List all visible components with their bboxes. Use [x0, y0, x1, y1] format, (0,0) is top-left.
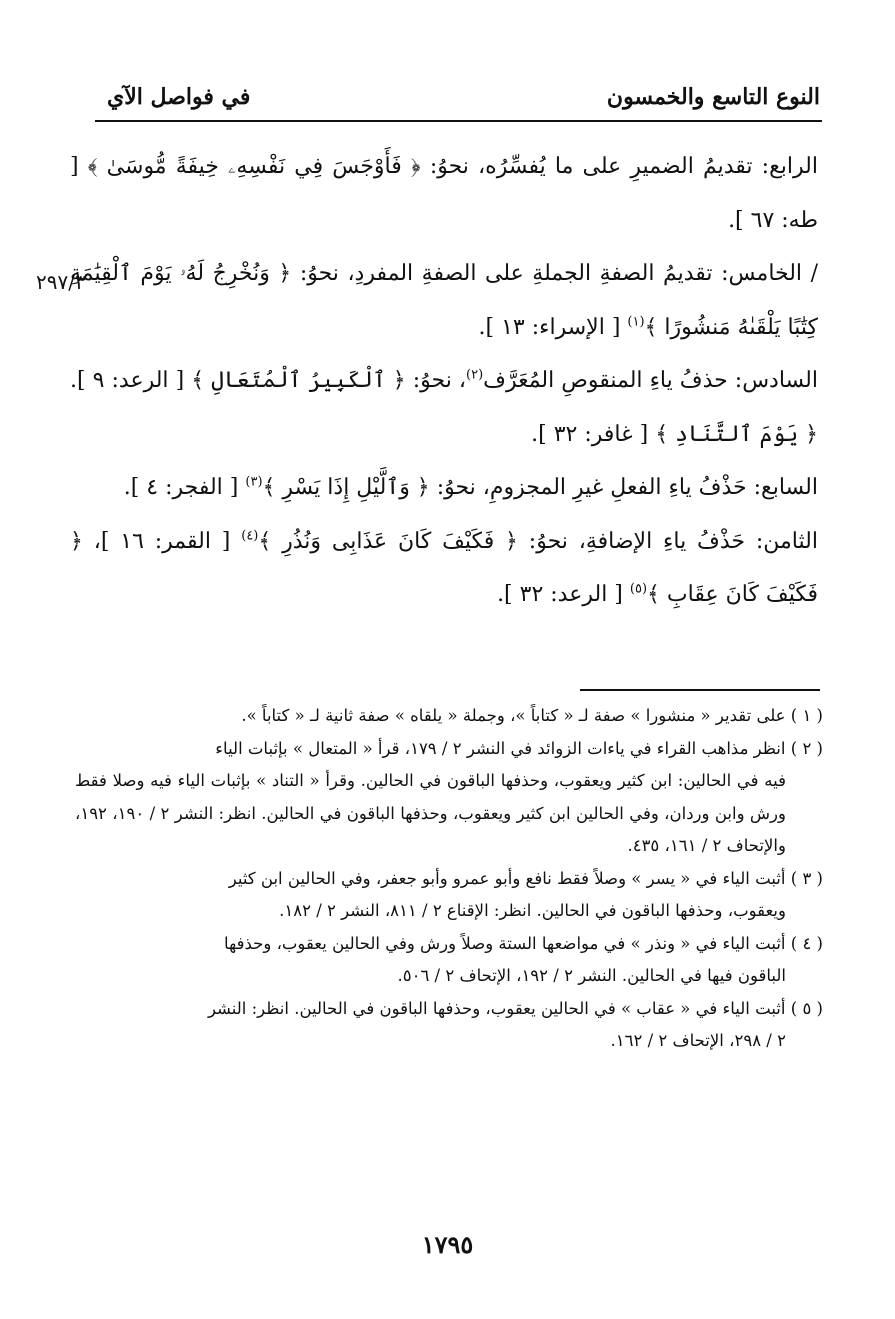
footnote-continuation: ويعقوب، وحذفها الباقون في الحالين. انظر: الإقناع ٢ / ٨١١، النشر ٢ / ١٨٢.	[279, 901, 786, 920]
paragraph-seventh	[70, 461, 818, 515]
quran-verse-second: ﴿ فَكَيْفَ كَانَ عِقَابِ ﴾	[70, 528, 818, 607]
paragraph-label: / الخامس: تقديمُ الصفةِ الجملةِ على الصفةِ المفردِ، نحوُ:	[299, 261, 818, 286]
main-text	[70, 140, 818, 622]
footnote-text: أثبت الياء في « ونذر » في مواضعها الستة وصلاً ورش وفي الحالين يعقوب، وحذفها	[223, 933, 786, 953]
footnote-number: ( ٤ )	[790, 933, 823, 953]
footnote-2	[75, 733, 823, 863]
chapter-title: النوع التاسع والخمسون	[606, 84, 820, 110]
verse-reference: [ الإسراء: ١٣ ].	[478, 314, 621, 340]
verse-reference: [ القمر: ١٦ ]،	[93, 528, 231, 554]
margin-reference: ٢٩٧/٣	[36, 270, 86, 294]
footnote-marker[interactable]: (٤)	[241, 528, 259, 544]
footnote-marker[interactable]: (٢)	[466, 367, 484, 383]
footnote-marker[interactable]: (١)	[627, 314, 645, 330]
footnote-text: أثبت الياء في « عقاب » في الحالين يعقوب، وحذفها الباقون في الحالين. انظر: النشر	[207, 998, 786, 1018]
footnotes	[75, 700, 823, 1058]
page-number: ١٧٩٥	[421, 1230, 474, 1259]
section-title: في فواصل الآي	[107, 84, 251, 110]
footnote-text: على تقدير « منشورا » صفة لـ « كتاباً »، وجملة « يلقاه » صفة ثانية لـ « كتاباً ».	[241, 706, 786, 725]
running-header	[95, 80, 822, 122]
footnote-marker[interactable]: (٥)	[629, 581, 648, 597]
quran-verse: ﴿ فَكَيْفَ كَانَ عَذَابِى وَنُذُرِ ﴾	[258, 528, 518, 554]
paragraph-sixth	[70, 354, 818, 461]
footnote-number: ( ١ )	[790, 706, 823, 725]
paragraph-fourth	[70, 140, 818, 247]
quran-verse: ﴿ ٱلْكَبِيرُ ٱلْمُتَعَالِ ﴾	[191, 368, 406, 393]
quran-verse: ﴿ وَنُخْرِجُ لَهُۥ يَوْمَ ٱلْقِيَٰمَةِ كِتَٰبًا يَلْقَىٰهُ مَنشُورًا ﴾	[70, 261, 818, 340]
paragraph-label: السابع: حَذْفُ ياءِ الفعلِ غيرِ المجزومِ، نحوُ:	[436, 475, 818, 500]
footnote-text: انظر مذاهب القراء في ياءات الزوائد في النشر ٢ / ١٧٩، قرأ « المتعال » بإثبات الياء	[215, 738, 786, 758]
footnote-4	[75, 928, 823, 993]
footnote-marker[interactable]: (٣)	[245, 474, 263, 490]
footnote-number: ( ٣ )	[790, 868, 823, 888]
footnote-continuation: فيه في الحالين: ابن كثير ويعقوب، وحذفها الباقون في الحالين. وقرأ « التناد » بإثبات الياء فيه وصلا فقط ورش وابن وردان، وفي الحالين ابن كثير ويعقوب، وحذفها الباقون في الحالين. انظر: النشر ٢ / ١٩٠، ١٩٢، والإتحاف ٢ / ١٦١، ٤٣٥.	[75, 771, 786, 855]
footnote-3	[75, 863, 823, 928]
quran-verse: ﴿ وَٱلَّيْلِ إِذَا يَسْرِ ﴾	[262, 475, 430, 500]
paragraph-eighth	[70, 515, 818, 622]
footnote-number: ( ٢ )	[790, 738, 823, 758]
footnote-separator	[580, 689, 820, 691]
paragraph-label-tail: ، نحوُ:	[412, 368, 466, 393]
paragraph-label: السادس: حذفُ ياءِ المنقوصِ المُعَرَّف	[483, 368, 818, 393]
paragraph-label: الرابع: تقديمُ الضميرِ على ما يُفسِّرُه، نحوُ:	[429, 154, 818, 179]
quran-verse-second: ﴿ يَوْمَ ٱلتَّنَادِ ﴾	[655, 421, 818, 447]
footnote-5	[75, 993, 823, 1058]
paragraph-fifth	[70, 247, 818, 354]
footnote-continuation: ٢ / ٢٩٨، الإتحاف ٢ / ١٦٢.	[610, 1031, 786, 1050]
footnote-number: ( ٥ )	[790, 998, 823, 1018]
verse-reference: [ الفجر: ٤ ].	[123, 475, 239, 500]
verse-reference-second: [ غافر: ٣٢ ].	[531, 421, 649, 447]
quran-verse: ﴿ فَأَوْجَسَ فِي نَفْسِهِۦ خِيفَةً مُّوسَىٰ ﴾	[87, 154, 421, 179]
verse-reference: [ الرعد: ٩ ].	[70, 368, 185, 393]
footnote-1	[75, 700, 823, 733]
footnote-continuation: الباقون فيها في الحالين. النشر ٢ / ١٩٢، الإتحاف ٢ / ٥٠٦.	[397, 966, 786, 985]
footnote-text: أثبت الياء في « يسر » وصلاً فقط نافع وأبو عمرو وأبو جعفر، وفي الحالين ابن كثير	[228, 868, 786, 888]
verse-reference: [ طه: ٦٧ ].	[70, 154, 818, 233]
verse-reference-second: [ الرعد: ٣٢ ].	[497, 582, 623, 607]
paragraph-label: الثامن: حَذْفُ ياءِ الإضافةِ، نحوُ:	[528, 528, 818, 554]
